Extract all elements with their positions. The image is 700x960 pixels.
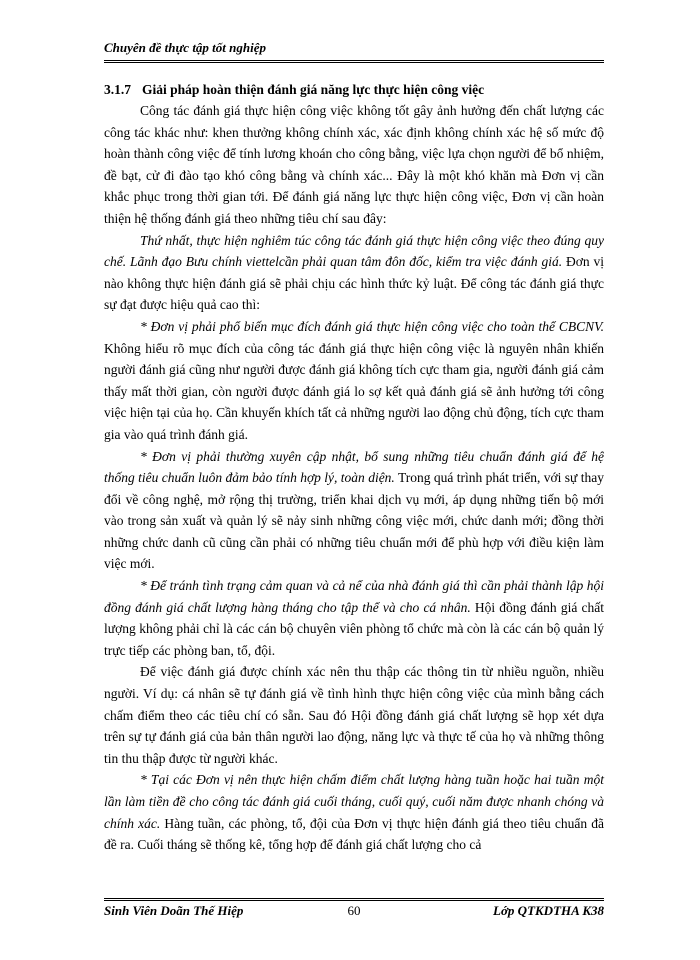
paragraph (104, 661, 604, 769)
paragraph (104, 575, 604, 661)
paragraph-emphasis: * Để tránh tình trạng cảm quan và cả nể của nhà đánh giá thì cần phải thành lập hội đồng đánh giá chất lượng hàng tháng cho tập thể và cho cá nhân. (104, 578, 604, 615)
paragraph-emphasis: * Đơn vị phải phổ biến mục đích đánh giá thực hiện công việc cho toàn thể CBCNV. (140, 318, 604, 334)
footer-rule (104, 898, 604, 901)
paragraph-emphasis: Thứ nhất, thực hiện nghiêm túc công tác đánh giá thực hiện công việc theo đúng quy chế. Lãnh đạo Bưu chính viettelcần phải quan tâm đôn đốc, kiểm tra việc đánh giá. (104, 232, 604, 270)
page-body (104, 79, 604, 856)
section-title: Giải pháp hoàn thiện đánh giá năng lực thực hiện công việc (142, 82, 485, 97)
paragraph-text: Không hiểu rõ mục đích của công tác đánh giá thực hiện công việc là nguyên nhân khiến người đánh giá cũng như người được đánh giá không tích cực tham gia, người đánh giá cảm thấy mất thời gian, còn người được đánh giá lo sợ kết quả đánh giá sẽ ảnh hưởng tới công việc hiện tại của họ. Cần khuyến khích tất cả những người lao động chủ động, tích cực tham gia vào quá trình đánh giá. (104, 340, 604, 442)
paragraph (104, 230, 604, 316)
paragraph-emphasis: * Tại các Đơn vị nên thực hiện chấm điểm chất lượng hàng tuần hoặc hai tuần một lần làm tiền đề cho công tác đánh giá cuối tháng, cuối quý, cuối năm được nhanh chóng và chính xác. (104, 772, 604, 831)
paragraph-text: Hội đồng đánh giá chất lượng không phải chỉ là các cán bộ chuyên viên phòng tổ chức mà còn là các cán bộ quản lý trực tiếp các phòng ban, tổ, đội. (104, 599, 604, 658)
paragraph (104, 316, 604, 446)
paragraph-text: Đơn vị nào không thực hiện đánh giá sẽ phải chịu các hình thức kỷ luật. Để công tác đánh giá thực sự đạt được hiệu quả cao thì: (104, 254, 604, 313)
running-footer (104, 903, 604, 921)
paragraph (104, 446, 604, 576)
paragraph-emphasis: * Đơn vị phải thường xuyên cập nhật, bổ sung những tiêu chuẩn đánh giá để hệ thống tiêu chuẩn luôn đảm bảo tính hợp lý, toàn diện. (104, 448, 604, 486)
paragraph (104, 100, 604, 230)
paragraph-text: Trong quá trình phát triển, với sự thay đổi về công nghệ, mở rộng thị trường, triển khai dịch vụ mới, áp dụng những tiến bộ mới vào trong sản xuất và quản lý sẽ nảy sinh những công việc mới, chức danh mới; đồng thời những chức danh cũ cũng cần phải có những tiêu chuẩn mới để phù hợp với điều kiện làm việc mới. (104, 470, 604, 572)
paragraph-text: Để việc đánh giá được chính xác nên thu thập các thông tin từ nhiều nguồn, nhiều người. Ví dụ: cá nhân sẽ tự đánh giá về tình hình thực hiện công việc của mình bằng cách chấm điểm theo các tiêu chí có sẵn. Sau đó Hội đồng đánh giá chất lượng sẽ họp xét dựa trên sự tự đánh giá của bản thân người lao động, năng lực và thực tế của họ và những thông tin thu thập được từ người khác. (104, 664, 604, 766)
running-header: Chuyên đề thực tập tốt nghiệp (104, 40, 266, 55)
section-number: 3.1.7 (104, 82, 131, 97)
paragraph (104, 769, 604, 855)
section-heading (104, 79, 604, 100)
paragraph-text: Hàng tuần, các phòng, tổ, đội của Đơn vị thực hiện đánh giá theo tiêu chuẩn đã đề ra. Cuối tháng sẽ thống kê, tổng hợp để đánh giá chất lượng cho cả (104, 815, 604, 853)
page-number: 60 (347, 903, 361, 918)
paragraph-text: Công tác đánh giá thực hiện công việc không tốt gây ảnh hưởng đến chất lượng các công tác khác như: khen thưởng không chính xác, xác định không chính xác hệ số mức độ hoàn thành công việc để tính lương khoán cho công bằng, việc lựa chọn người để bổ nhiệm, đề bạt, cử đi đào tạo khó công bằng và chính xác... Đây là một khó khăn mà Đơn vị cần khắc phục trong thời gian tới. Để đánh giá năng lực thực hiện công việc, Đơn vị cần hoàn thiện hệ thống đánh giá theo những tiêu chí sau đây: (104, 103, 604, 226)
header-rule (104, 60, 604, 63)
footer-class: Lớp QTKDTHA K38 (493, 903, 604, 918)
footer-author: Sinh Viên Doãn Thế Hiệp (104, 903, 244, 918)
